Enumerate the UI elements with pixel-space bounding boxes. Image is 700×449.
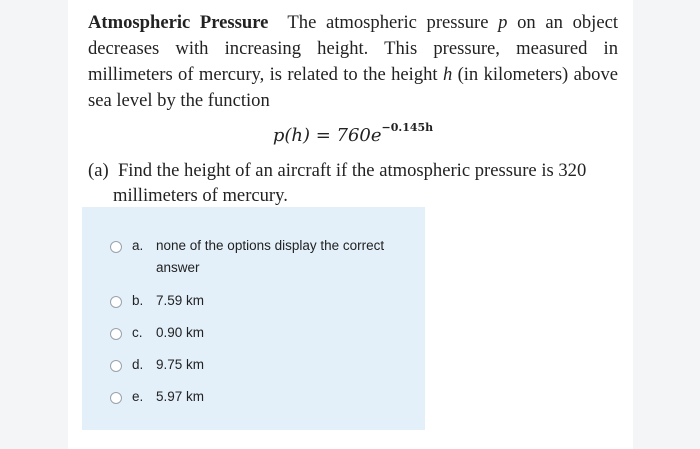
option-text: 5.97 km [156, 389, 205, 404]
option-text: none of the options display the correct answer [156, 238, 385, 275]
option-letter: a. [132, 238, 144, 253]
question-heading: Atmospheric Pressure [88, 12, 269, 33]
question-page [68, 0, 633, 449]
part-a [88, 158, 618, 208]
radio-button[interactable] [110, 241, 122, 253]
intro-text-1: The atmospheric pressure [287, 12, 499, 33]
part-a-label: (a) [88, 160, 109, 181]
radio-button[interactable] [110, 296, 122, 308]
option-letter: e. [132, 389, 144, 404]
option-text: 9.75 km [156, 357, 205, 372]
option-letter: d. [132, 357, 144, 372]
question-block [88, 10, 618, 208]
radio-button[interactable] [110, 392, 122, 404]
answer-options [82, 207, 425, 430]
intro-var-p: p [498, 12, 508, 33]
formula-lhs: p(h) = 760e [272, 125, 382, 146]
radio-button[interactable] [110, 328, 122, 340]
intro-var-h: h [442, 64, 453, 85]
question-intro [88, 10, 618, 114]
intro-text-2: on an object decreases with increasing height. This pressure, measured in millimeters of mercury, is related to the height [88, 12, 618, 85]
option-letter: c. [132, 325, 143, 340]
option-text: 7.59 km [156, 293, 205, 308]
option-letter: b. [132, 293, 144, 308]
radio-button[interactable] [110, 360, 122, 372]
option-text: 0.90 km [156, 325, 205, 340]
part-a-text: Find the height of an aircraft if the atmospheric pressure is 320 millimeters of mercury. [113, 160, 587, 206]
intro-text-3: (in kilometers) above sea level by the function [88, 64, 618, 111]
formula-exponent: −0.145h [381, 121, 434, 134]
pressure-formula [88, 121, 618, 146]
